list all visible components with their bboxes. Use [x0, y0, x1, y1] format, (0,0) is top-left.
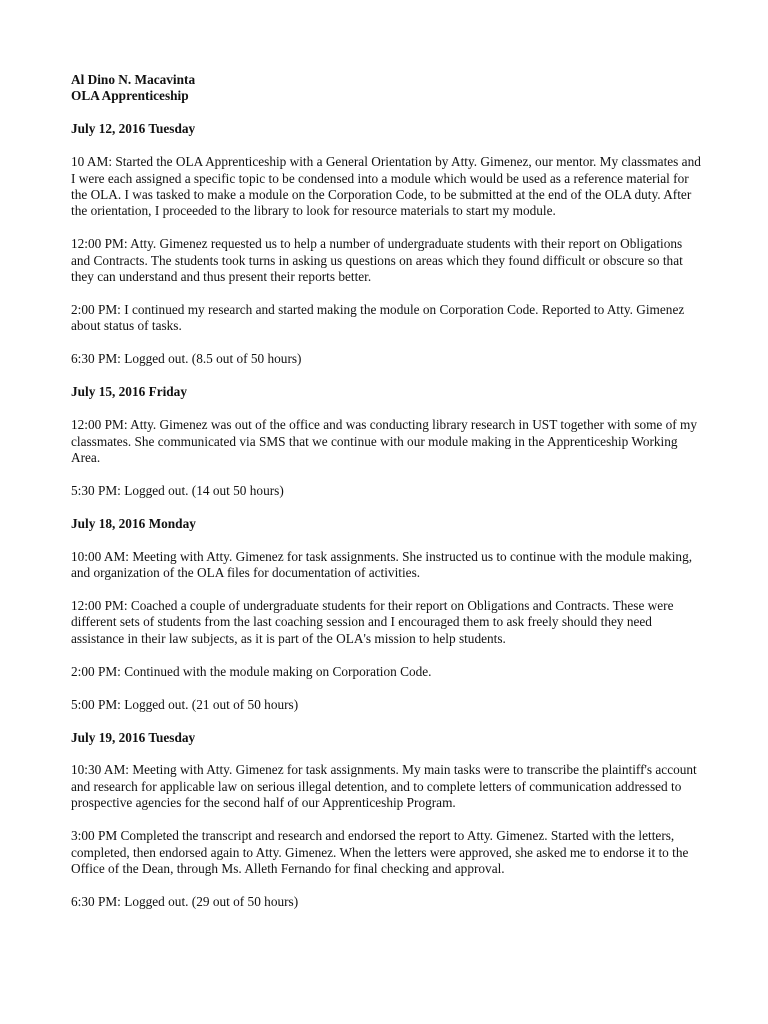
- log-entry: [71, 516, 701, 730]
- entry-item: 5:30 PM: Logged out. (14 out 50 hours): [71, 482, 284, 498]
- entry-date: July 15, 2016 Friday: [71, 384, 187, 400]
- log-entry: [71, 730, 701, 911]
- entry-item: 6:30 PM: Logged out. (29 out of 50 hours): [71, 893, 299, 909]
- entry-item: 2:00 PM: I continued my research and started making the module on Corporation Code. Reported to Atty. Gimenez about status of tasks.: [71, 302, 685, 334]
- log-entry: [71, 121, 701, 384]
- entry-date: July 18, 2016 Monday: [71, 515, 196, 531]
- document-page: [71, 72, 701, 910]
- author-name: Al Dino N. Macavinta: [71, 72, 196, 87]
- entry-item: 10:00 AM: Meeting with Atty. Gimenez for task assignments. She instructed us to continue with the module making, and organization of the OLA files for documentation of activities.: [71, 548, 693, 581]
- entry-item: 12:00 PM: Atty. Gimenez requested us to help a number of undergraduate students with their report on Obligations and Contracts. The students took turns in asking us questions on areas which they found difficult or obscure so that they can understand and thus present their reports better.: [71, 236, 683, 285]
- entry-item: 12:00 PM: Atty. Gimenez was out of the office and was conducting library research in UST together with some of my classmates. She communicated via SMS that we continue with our module making in the Apprenticeship Working Area.: [71, 417, 698, 465]
- entry-item: 10:30 AM: Meeting with Atty. Gimenez for task assignments. My main tasks were to transcribe the plaintiff's account and research for applicable law on serious illegal detention, and to complete letters of communication addressed to prospective agencies for the second half of our Apprenticeship Program.: [71, 762, 697, 811]
- program-title: OLA Apprenticeship: [71, 88, 189, 104]
- entry-date: July 19, 2016 Tuesday: [71, 729, 196, 745]
- entry-item: 10 AM: Started the OLA Apprenticeship with a General Orientation by Atty. Gimenez, our mentor. My classmates and I were each assigned a specific topic to be condensed into a module which would be used as a reference material for the OLA. I was tasked to make a module on the Corporation Code, to be submitted at the end of the OLA duty. After the orientation, I proceeded to the library to look for resource materials to start my module.: [71, 154, 701, 219]
- entry-item: 6:30 PM: Logged out. (8.5 out of 50 hours): [71, 351, 302, 367]
- document-header: [71, 72, 701, 105]
- log-entry: [71, 384, 701, 516]
- entry-item: 2:00 PM: Continued with the module making on Corporation Code.: [71, 663, 432, 679]
- entry-item: 12:00 PM: Coached a couple of undergraduate students for their report on Obligations and Contracts. These were different sets of students from the last coaching session and I encouraged them to ask freely should they need assistance in their law subjects, as it is part of the OLA's mission to help students.: [71, 598, 674, 646]
- entry-date: July 12, 2016 Tuesday: [71, 121, 196, 137]
- entry-item: 3:00 PM Completed the transcript and research and endorsed the report to Atty. Gimenez. Started with the letters, completed, then endorsed again to Atty. Gimenez. When the letters were approved, she asked me to endorse it to the Office of the Dean, through Ms. Alleth Fernando for final checking and approval.: [71, 828, 689, 876]
- entry-item: 5:00 PM: Logged out. (21 out of 50 hours): [71, 696, 299, 712]
